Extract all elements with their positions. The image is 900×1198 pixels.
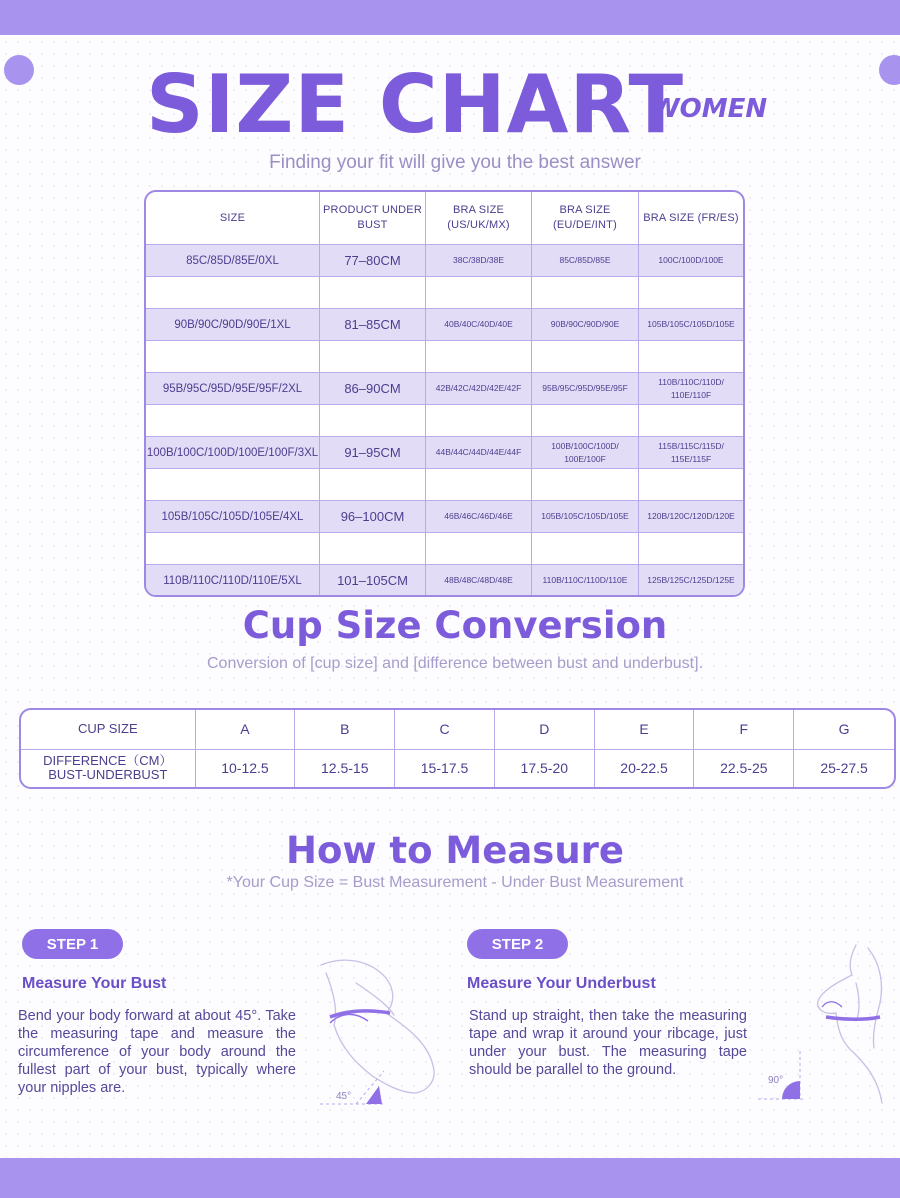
difference-cell: 10-12.5 bbox=[196, 750, 296, 788]
cell-us: 46B/46C/46D/46E bbox=[426, 501, 532, 532]
difference-cell: 20-22.5 bbox=[595, 750, 695, 788]
table-header-row bbox=[146, 192, 743, 244]
cell-fr: 105B/105C/105D/105E bbox=[647, 319, 735, 329]
decorative-dot-left bbox=[4, 55, 34, 85]
bust-measure-illustration bbox=[316, 953, 446, 1113]
cell-eu: 95B/95C/95D/95E/95F bbox=[532, 373, 639, 404]
cup-cell: A bbox=[196, 710, 296, 749]
cell-us: 40B/40C/40D/40E bbox=[426, 309, 532, 340]
header-eu: BRA SIZE (EU/DE/INT) bbox=[532, 192, 639, 244]
header-fr: BRA SIZE (FR/ES) bbox=[643, 211, 739, 224]
cell-fr: 110B/110C/110D/ 110E/110F bbox=[658, 376, 724, 400]
table-row bbox=[146, 500, 743, 533]
cell-underbust: 77–80CM bbox=[320, 245, 426, 276]
cell-eu: 105B/105C/105D/105E bbox=[532, 501, 639, 532]
angle-90-label: 90° bbox=[768, 1075, 784, 1086]
cell-size: 85C/85D/85E/0XL bbox=[146, 245, 320, 276]
page-subtitle: WOMEN bbox=[651, 94, 768, 124]
difference-cell: 22.5-25 bbox=[694, 750, 794, 788]
page-title: SIZE CHART bbox=[146, 58, 685, 151]
cell-underbust: 91–95CM bbox=[320, 437, 426, 468]
cup-section-subtitle: Conversion of [cup size] and [difference between bust and underbust]. bbox=[206, 655, 704, 672]
cell-us: 44B/44C/44D/44E/44F bbox=[426, 437, 532, 468]
cell-eu: 100B/100C/100D/ 100E/100F bbox=[532, 437, 639, 468]
header-underbust: PRODUCT UNDER BUST bbox=[320, 192, 426, 244]
difference-cell: 12.5-15 bbox=[295, 750, 395, 788]
tagline: Finding your fit will give you the best answer bbox=[269, 152, 641, 173]
cup-size-table bbox=[19, 708, 896, 789]
difference-row bbox=[21, 749, 894, 788]
cell-underbust: 86–90CM bbox=[320, 373, 426, 404]
cell-fr: 125B/125C/125D/125E bbox=[647, 575, 735, 585]
cup-cell: E bbox=[595, 710, 695, 749]
spacer-row bbox=[146, 533, 743, 564]
header-us: BRA SIZE (US/UK/MX) bbox=[426, 192, 532, 244]
difference-cell: 15-17.5 bbox=[395, 750, 495, 788]
cell-eu: 110B/110C/110D/110E bbox=[532, 565, 639, 596]
step-1-title: Measure Your Bust bbox=[22, 975, 167, 992]
angle-45-label: 45° bbox=[336, 1091, 352, 1102]
cup-cell: F bbox=[694, 710, 794, 749]
table-row bbox=[146, 372, 743, 405]
cell-size: 100B/100C/100D/100E/100F/3XL bbox=[146, 437, 320, 468]
decorative-dot-right bbox=[879, 55, 900, 85]
difference-cell: 25-27.5 bbox=[820, 760, 868, 777]
difference-label-line1: DIFFERENCE（CM） bbox=[43, 753, 173, 769]
cell-fr: 100C/100D/100E bbox=[658, 255, 724, 265]
difference-label-line2: BUST-UNDERBUST bbox=[48, 767, 168, 783]
cell-eu: 90B/90C/90D/90E bbox=[532, 309, 639, 340]
cell-size: 110B/110C/110D/110E/5XL bbox=[146, 565, 320, 596]
measure-section-subtitle: *Your Cup Size = Bust Measurement - Under Bust Measurement bbox=[226, 874, 684, 891]
table-row bbox=[146, 244, 743, 277]
cell-us: 42B/42C/42D/42E/42F bbox=[426, 373, 532, 404]
step-1-badge: STEP 1 bbox=[22, 929, 123, 959]
cup-cell: D bbox=[495, 710, 595, 749]
measure-section-title: How to Measure bbox=[285, 829, 625, 872]
cell-fr: 115B/115C/115D/ 115E/115F bbox=[658, 440, 724, 464]
step-2-body: Stand up straight, then take the measuring tape and wrap it around your ribcage, just under your bust. The measuring tape should be parallel to the ground. bbox=[469, 1008, 747, 1078]
table-row bbox=[146, 436, 743, 469]
header-size: SIZE bbox=[146, 192, 320, 244]
table-row bbox=[146, 564, 743, 597]
cell-underbust: 81–85CM bbox=[320, 309, 426, 340]
spacer-row bbox=[146, 277, 743, 308]
cell-us: 48B/48C/48D/48E bbox=[426, 565, 532, 596]
step-2-title: Measure Your Underbust bbox=[467, 975, 656, 992]
top-band bbox=[0, 0, 900, 35]
cup-section-title: Cup Size Conversion bbox=[242, 604, 668, 647]
underbust-measure-illustration bbox=[756, 943, 896, 1113]
difference-label bbox=[21, 750, 196, 788]
difference-cell: 17.5-20 bbox=[495, 750, 595, 788]
size-chart-table bbox=[144, 190, 745, 597]
cell-underbust: 101–105CM bbox=[320, 565, 426, 596]
cup-cell: C bbox=[395, 710, 495, 749]
cell-size: 105B/105C/105D/105E/4XL bbox=[146, 501, 320, 532]
cup-cell: G bbox=[838, 721, 850, 738]
spacer-row bbox=[146, 405, 743, 436]
cell-us: 38C/38D/38E bbox=[426, 245, 532, 276]
cup-size-label: CUP SIZE bbox=[21, 710, 196, 749]
step-1-body: Bend your body forward at about 45°. Take the measuring tape and measure the circumference of your body around the fullest part of your bust, typically where your nipples are. bbox=[18, 1008, 296, 1096]
table-row bbox=[146, 308, 743, 341]
cup-cell: B bbox=[295, 710, 395, 749]
cell-underbust: 96–100CM bbox=[320, 501, 426, 532]
step-2-badge: STEP 2 bbox=[467, 929, 568, 959]
cell-size: 95B/95C/95D/95E/95F/2XL bbox=[146, 373, 320, 404]
spacer-row bbox=[146, 341, 743, 372]
cell-eu: 85C/85D/85E bbox=[532, 245, 639, 276]
spacer-row bbox=[146, 469, 743, 500]
cell-size: 90B/90C/90D/90E/1XL bbox=[146, 309, 320, 340]
cup-row bbox=[21, 710, 894, 749]
cell-fr: 120B/120C/120D/120E bbox=[647, 511, 735, 521]
bottom-band bbox=[0, 1158, 900, 1198]
